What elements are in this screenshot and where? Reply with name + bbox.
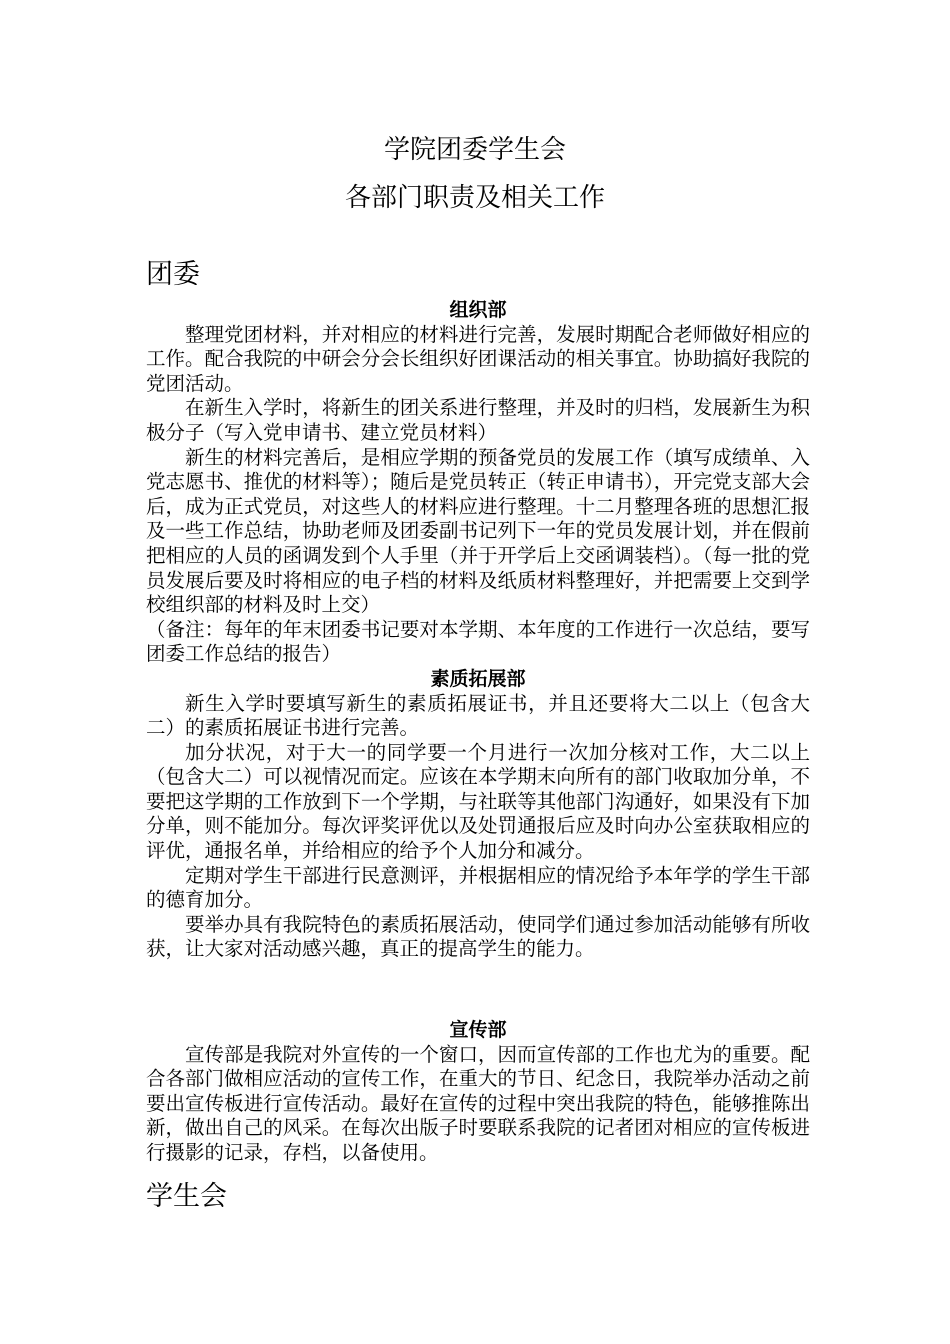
document-title: 学院团委学生会 xyxy=(383,135,566,165)
xuanchuan-paragraph-1: 宣传部是我院对外宣传的一个窗口，因而宣传部的工作也尤为的重要。配合各部门做相应活动的宣传工作，在重大的节日、纪念日，我院举办活动之前要出宣传板进行宣传活动。最好在宣传的过程中突出我院的特色，能够推陈出新，做出自己的风采。在每次出版子时要联系我院的记者团对相应的宣传板进行摄影的记录，存档，以备使用。 xyxy=(146,1042,810,1164)
section-heading-tuanwei: 团委 xyxy=(146,259,200,290)
dept-heading-suzhi: 素质拓展部 xyxy=(430,667,526,690)
suzhi-paragraph-4: 要举办具有我院特色的素质拓展活动，使同学们通过参加活动能够有所收获，让大家对活动感兴趣，真正的提高学生的能力。 xyxy=(146,912,810,961)
suzhi-paragraph-1: 新生入学时要填写新生的素质拓展证书，并且还要将大二以上（包含大二）的素质拓展证书进行完善。 xyxy=(146,691,810,740)
zuzhibu-paragraph-2: 在新生入学时，将新生的团关系进行整理，并及时的归档，发展新生为积极分子（写入党申请书、建立党员材料） xyxy=(146,396,810,444)
dept-heading-xuanchuan: 宣传部 xyxy=(449,1019,507,1041)
suzhi-paragraph-3: 定期对学生干部进行民意测评，并根据相应的情况给予本年学的学生干部的德育加分。 xyxy=(146,863,810,912)
section-heading-xueshenghui: 学生会 xyxy=(146,1181,227,1212)
zuzhibu-paragraph-3: 新生的材料完善后，是相应学期的预备党员的发展工作（填写成绩单、入党志愿书、推优的材料等）；随后是党员转正（转正申请书），开完党支部大会后，成为正式党员，对这些人的材料应进行整理。十二月整理各班的思想汇报及一些工作总结，协助老师及团委副书记列下一年的党员发展计划，并在假前把相应的人员的函调发到个人手里（并于开学后上交函调装档）。（每一批的党员发展后要及时将相应的电子档的材料及纸质材料整理好，并把需要上交到学校组织部的材料及时上交） xyxy=(146,445,810,617)
xuanchuan-body xyxy=(146,1018,810,1166)
suzhi-paragraph-2: 加分状况，对于大一的同学要一个月进行一次加分核对工作，大二以上（包含大二）可以视情况而定。应该在本学期末向所有的部门收取加分单，不要把这学期的工作放到下一个学期，与社联等其他部门沟通好，如果没有下加分单，则不能加分。每次评奖评优以及处罚通报后应及时向办公室获取相应的评优，通报名单，并给相应的给予个人加分和减分。 xyxy=(146,740,810,863)
document-subtitle: 各部门职责及相关工作 xyxy=(344,183,605,213)
dept-heading-zuzhibu: 组织部 xyxy=(449,299,507,321)
tuanwei-body xyxy=(146,298,810,962)
zuzhibu-note: （备注：每年的年末团委书记要对本学期、本年度的工作进行一次总结，要写团委工作总结的报告） xyxy=(146,617,810,666)
zuzhibu-paragraph-1: 整理党团材料，并对相应的材料进行完善，发展时期配合老师做好相应的工作。配合我院的中研会分会长组织好团课活动的相关事宜。协助搞好我院的党团活动。 xyxy=(146,322,810,395)
